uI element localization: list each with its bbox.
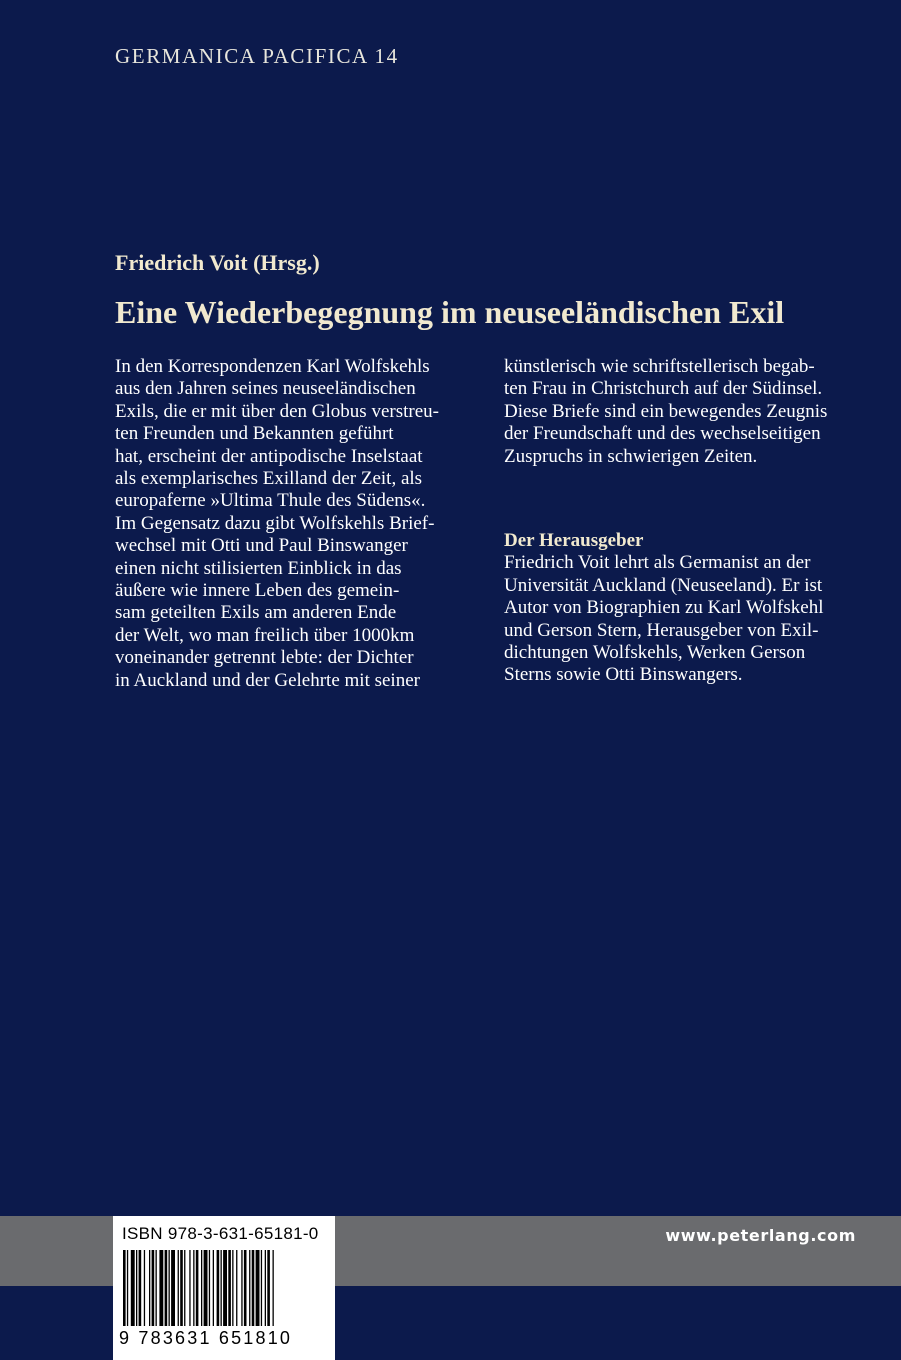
barcode-bar — [144, 1250, 145, 1326]
blurb-line: der Welt, wo man freilich über 1000km — [115, 624, 415, 646]
blurb-line: Exils, die er mit über den Globus verstreu- — [115, 400, 439, 422]
blurb-line: Im Gegensatz dazu gibt Wolfskehls Brief- — [115, 512, 435, 534]
barcode-bar — [123, 1250, 126, 1326]
bio-line: Autor von Biographien zu Karl Wolfskehl — [504, 597, 824, 619]
blurb-line: einen nicht stilisierten Einblick in das — [115, 557, 402, 579]
barcode-bar — [196, 1250, 199, 1326]
blurb-line: aus den Jahren seines neuseeländischen — [115, 378, 416, 400]
blurb-left-column — [115, 356, 465, 692]
blurb-line: als exemplarisches Exilland der Zeit, als — [115, 468, 423, 490]
editor-name: Friedrich Voit (Hrsg.) — [115, 250, 320, 275]
barcode-bar — [228, 1250, 231, 1326]
barcode-bar — [149, 1250, 150, 1326]
blurb-line: ten Frau in Christchurch auf der Südinsel. — [504, 378, 823, 400]
barcode-bar — [171, 1250, 175, 1326]
blurb-line: sam geteilten Exils am anderen Ende — [115, 602, 397, 624]
bio-line: Sterns sowie Otti Binswangers. — [504, 664, 743, 686]
barcode-bar — [256, 1250, 260, 1326]
barcode-bar — [169, 1250, 170, 1326]
blurb-line: Zuspruchs in schwierigen Zeiten. — [504, 445, 758, 467]
barcode-bar — [221, 1250, 222, 1326]
barcode-bar — [236, 1250, 237, 1326]
barcode-digits: 9 783631 651810 — [119, 1328, 293, 1348]
isbn-label: ISBN 978-3-631-65181-0 — [122, 1224, 319, 1243]
barcode-bar — [152, 1250, 155, 1326]
blurb-line: In den Korrespondenzen Karl Wolfskehls — [115, 356, 430, 377]
barcode-bar — [189, 1250, 190, 1326]
barcode-bar — [156, 1250, 157, 1326]
barcode-bar — [180, 1250, 183, 1326]
barcode-bar — [201, 1250, 202, 1326]
website-link[interactable]: www.peterlang.com — [665, 1226, 856, 1245]
barcode-bar — [209, 1250, 210, 1326]
book-title: Eine Wiederbegegnung im neuseeländischen Exil — [115, 294, 785, 330]
barcode-bar — [159, 1250, 163, 1326]
barcode-bar — [232, 1250, 233, 1326]
bio-line: dichtungen Wolfskehls, Werken Gerson — [504, 642, 806, 664]
barcode-bar — [127, 1250, 128, 1326]
barcode-bars — [121, 1250, 327, 1326]
barcode-bar — [165, 1250, 168, 1326]
blurb-line: in Auckland und der Gelehrte mit seiner — [115, 669, 420, 691]
barcode-bar — [267, 1250, 270, 1326]
barcode-bar — [139, 1250, 142, 1326]
editor-bio-heading: Der Herausgeber — [504, 530, 644, 551]
blurb-line: ten Freunden und Bekannten geführt — [115, 423, 394, 445]
barcode-box — [113, 1216, 335, 1360]
blurb-line: voneinander getrennt lebte: der Dichter — [115, 647, 414, 669]
barcode-bar — [249, 1250, 250, 1326]
blurb-line: wechsel mit Otti und Paul Binswanger — [115, 535, 408, 557]
bio-line: Universität Auckland (Neuseeland). Er ist — [504, 574, 823, 596]
blurb-line: hat, erscheint der antipodische Inselstaat — [115, 445, 423, 467]
bio-line: und Gerson Stern, Herausgeber von Exil- — [504, 619, 819, 641]
bio-line: Friedrich Voit lehrt als Germanist an der — [504, 552, 811, 574]
barcode-bar — [178, 1250, 179, 1326]
barcode-bar — [217, 1250, 220, 1326]
blurb-right-column — [504, 356, 864, 468]
barcode-bar — [252, 1250, 255, 1326]
blurb-line: Diese Briefe sind ein bewegendes Zeugnis — [504, 400, 828, 422]
barcode-bar — [193, 1250, 194, 1326]
blurb-line: europaferne »Ultima Thule des Südens«. — [115, 490, 426, 512]
barcode-bar — [261, 1250, 262, 1326]
barcode-bar — [204, 1250, 208, 1326]
blurb-line: künstlerisch wie schriftstellerisch begab- — [504, 356, 815, 377]
barcode-bar — [265, 1250, 266, 1326]
blurb-line: äußere wie innere Leben des gemein- — [115, 580, 400, 602]
blurb-line: der Freundschaft und des wechselseitigen — [504, 423, 821, 445]
editor-bio — [504, 530, 864, 687]
barcode-bar — [136, 1250, 137, 1326]
barcode-bar — [244, 1250, 247, 1326]
barcode-bar — [273, 1250, 274, 1326]
editor-bio-text — [504, 552, 864, 686]
barcode-bar — [131, 1250, 135, 1326]
barcode-bar — [184, 1250, 185, 1326]
barcode-bar — [213, 1250, 214, 1326]
barcode-bar — [241, 1250, 242, 1326]
series-title: GERMANICA PACIFICA 14 — [115, 44, 399, 68]
barcode-bar — [223, 1250, 227, 1326]
